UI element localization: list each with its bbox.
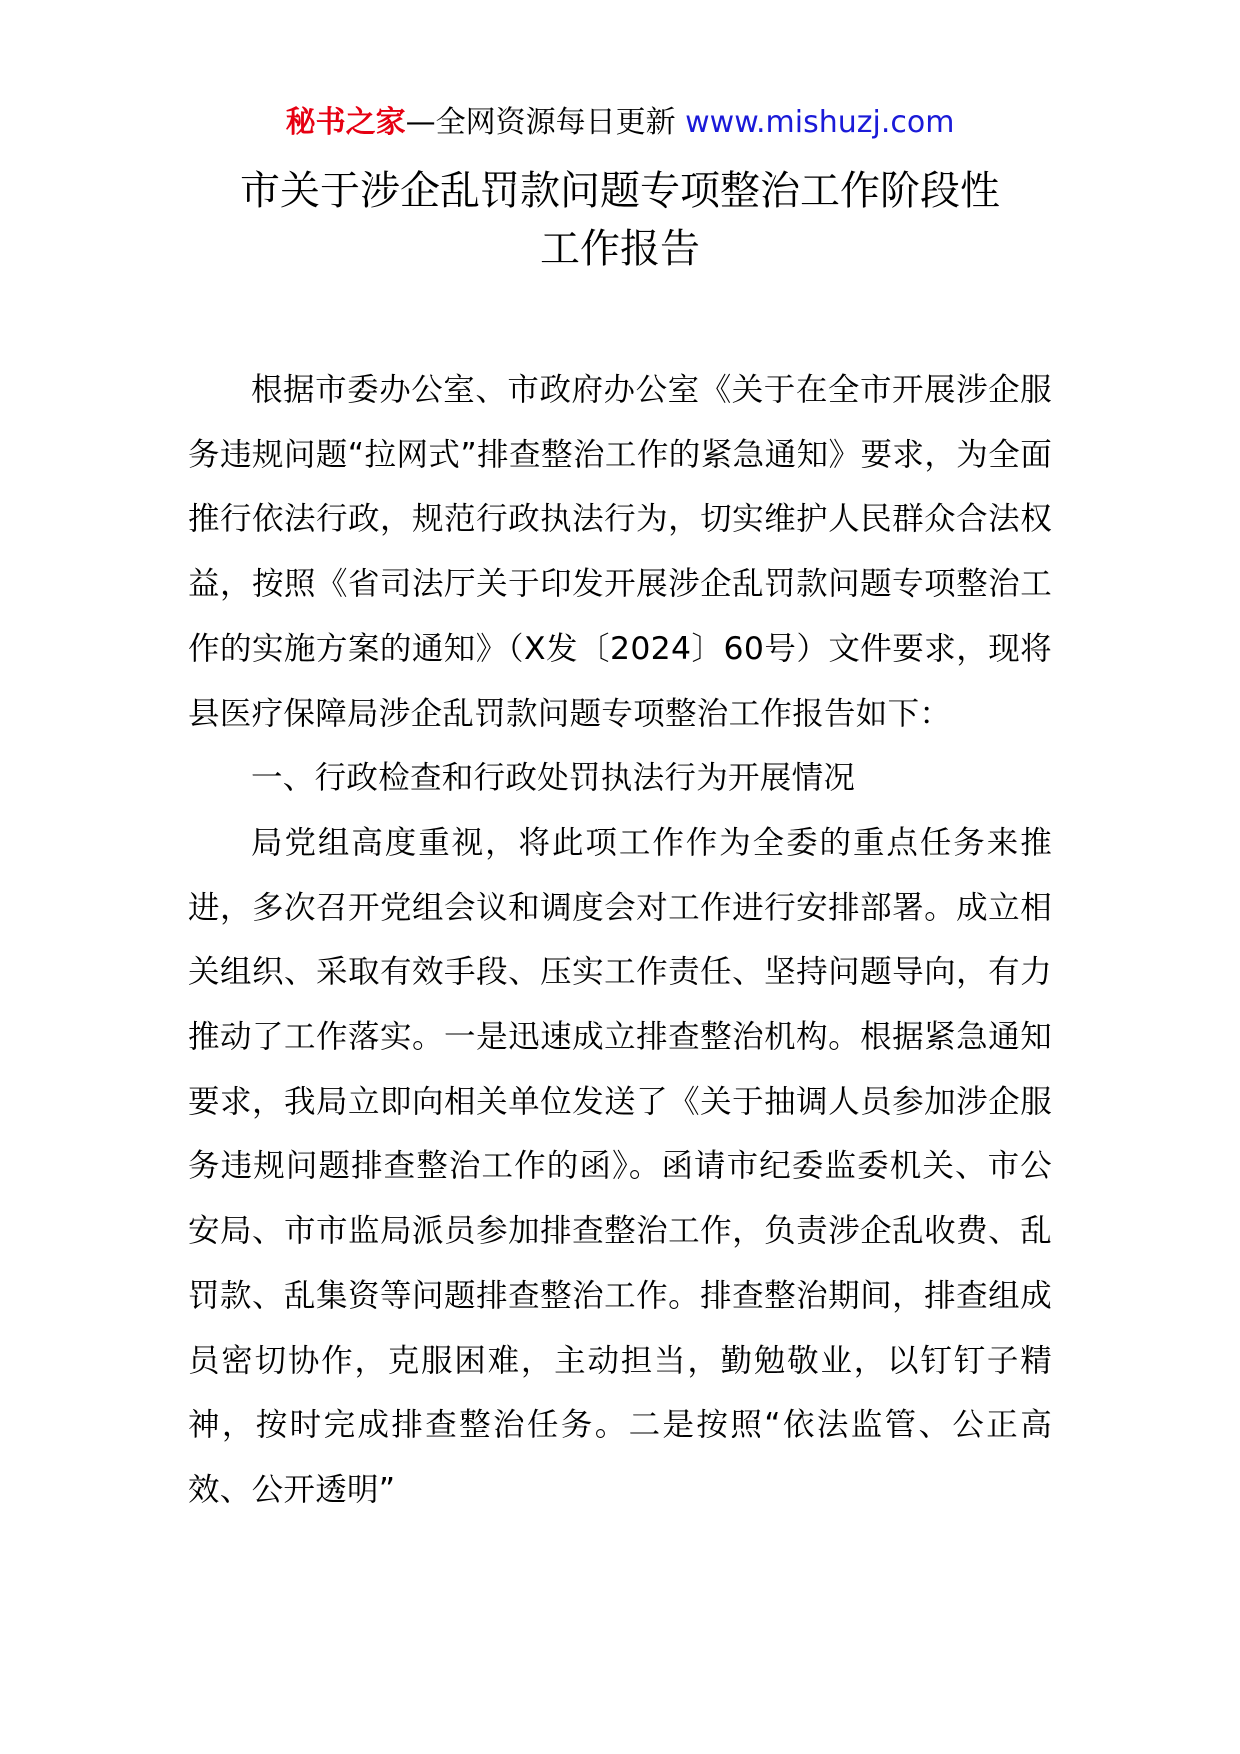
title-line-2: 工作报告 <box>540 226 700 272</box>
title-line-1: 市关于涉企乱罚款问题专项整治工作阶段性 <box>240 168 1000 214</box>
section-heading: 一、行政检查和行政处罚执法行为开展情况 <box>251 760 856 797</box>
body-paragraph: 局党组高度重视，将此项工作作为全委的重点任务来推进，多次召开党组会议和调度会对工作进行安排部署。成立相关组织、采取有效手段、压实工作责任、坚持问题导向，有力推动了工作落实。一是迅速成立排查整治机构。根据紧急通知要求，我局立即向相关单位发送了《关于抽调人员参加涉企服务违规问题排查整治工作的函》。函请市纪委监委机关、市公安局、市市监局派员参加排查整治工作，负责涉企乱收费、乱罚款、乱集资等问题排查整治工作。排查整治期间，排查组成员密切协作，克服困难，主动担当，勤勉敬业，以钉钉子精神，按时完成排查整治任务。二是按照“依法监管、公正高效、公开透明” <box>188 824 1052 1508</box>
intro-paragraph: 根据市委办公室、市政府办公室《关于在全市开展涉企服务违规问题“拉网式”排查整治工作的紧急通知》要求，为全面推行依法行政，规范行政执法行为，切实维护人民群众合法权益，按照《省司法厅关于印发开展涉企乱罚款问题专项整治工作的实施方案的通知》（X发〔2024〕60号）文件要求，现将县医疗保障局涉企乱罚款问题专项整治工作报告如下： <box>188 372 1052 732</box>
document-body <box>188 358 1052 1523</box>
brand-name: 秘书之家 <box>285 105 406 140</box>
banner-tagline: —全网资源每日更新 <box>405 105 686 140</box>
site-url-link[interactable]: www.mishuzj.com <box>685 105 955 140</box>
site-banner <box>0 103 1240 143</box>
document-title <box>0 162 1240 278</box>
